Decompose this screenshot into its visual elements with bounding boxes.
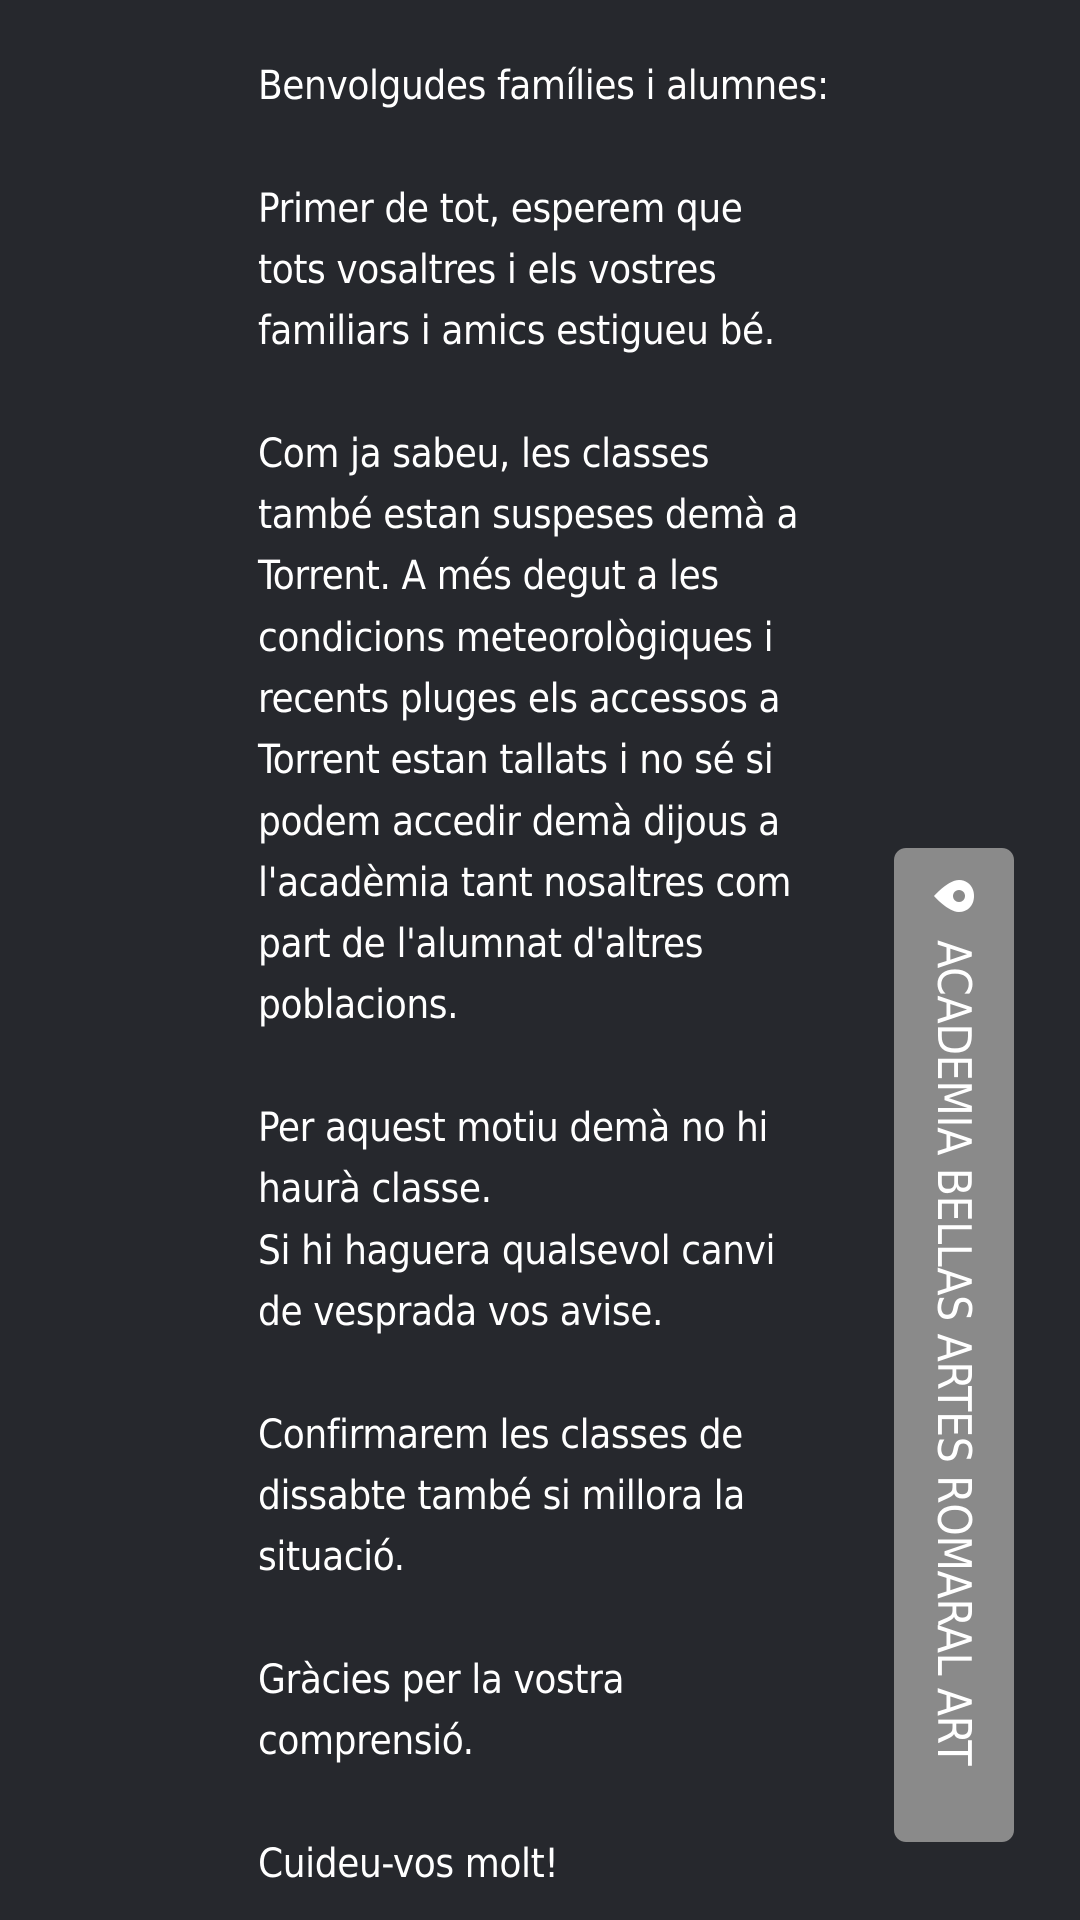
paragraph-4-line: Confirmarem les classes de [258, 1411, 743, 1458]
paragraph-2-line: part de l'alumnat d'altres [258, 921, 704, 968]
announcement-text [258, 56, 858, 1895]
paragraph-2-line: també estan suspeses demà a [258, 492, 799, 539]
paragraph-2-line: Torrent estan tallats i no sé si [258, 737, 774, 784]
location-pin-icon [930, 872, 978, 920]
paragraph-1-line: familiars i amics estigueu bé. [258, 308, 775, 355]
paragraph-1-line: Primer de tot, esperem que [258, 185, 743, 232]
location-sticker[interactable] [894, 848, 1014, 1842]
paragraph-2-line: Com ja sabeu, les classes [258, 430, 710, 477]
greeting-line: Benvolgudes famílies i alumnes: [258, 63, 829, 109]
paragraph-2-line: condicions meteorològiques i [258, 614, 774, 661]
paragraph-4-line: situació. [258, 1534, 405, 1581]
paragraph-2-line: recents pluges els accessos a [258, 675, 781, 722]
closing-line: Cuideu-vos molt! [258, 1840, 559, 1887]
paragraph-2-line: Torrent. A més degut a les [258, 553, 719, 600]
paragraph-5-line: Gràcies per la vostra [258, 1656, 625, 1703]
paragraph-2-line: l'acadèmia tant nosaltres com [258, 859, 792, 906]
paragraph-3-line: de vesprada vos avise. [258, 1288, 663, 1335]
location-label: ACADEMIA BELLAS ARTES ROMARAL ART [927, 940, 981, 1766]
paragraph-3-line: haurà classe. [258, 1166, 492, 1213]
paragraph-5-line: comprensió. [258, 1718, 474, 1765]
paragraph-4-line: dissabte també si millora la [258, 1472, 745, 1519]
paragraph-2-line: podem accedir demà dijous a [258, 798, 780, 845]
paragraph-3-line: Per aquest motiu demà no hi [258, 1105, 768, 1152]
paragraph-3-line: Si hi haguera qualsevol canvi [258, 1227, 776, 1274]
paragraph-1-line: tots vosaltres i els vostres [258, 246, 717, 293]
paragraph-2-line: poblacions. [258, 982, 459, 1029]
